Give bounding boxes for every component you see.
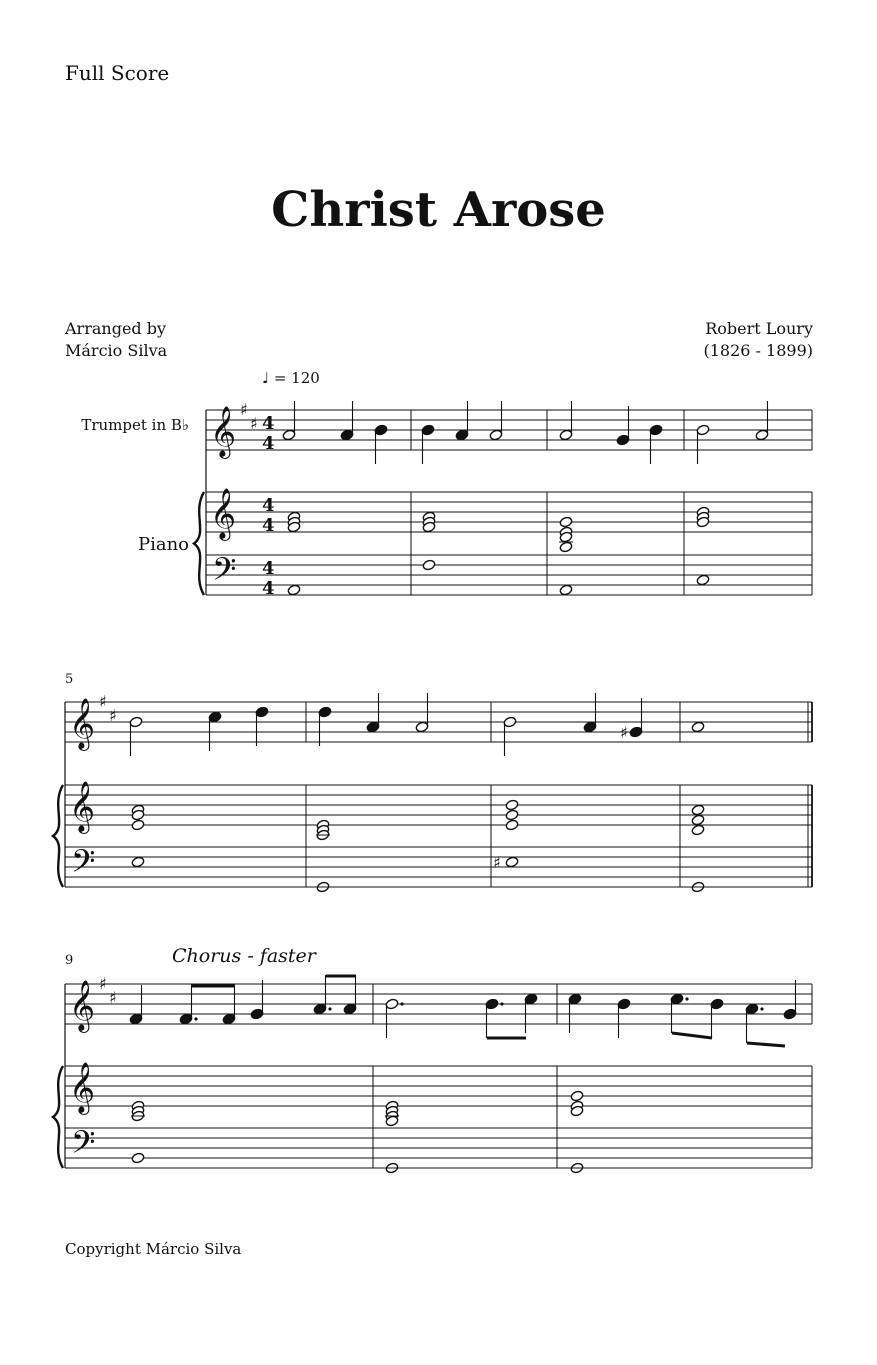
beam [672,1033,712,1038]
tempo-value: = 120 [269,369,320,387]
trumpet-note [455,429,469,441]
trumpet-note [415,721,429,733]
treble-clef-icon: 𝄞 [69,698,96,749]
trumpet-note [179,1013,193,1025]
treble-clef-icon: 𝄞 [69,980,96,1031]
piano-chord-note [559,541,573,553]
trumpet-note [524,993,538,1005]
time-signature-numerator: 4 [262,495,275,516]
piano-brace-icon [194,492,204,595]
accidental-sharp: ♯ [620,723,628,742]
key-signature-sharp: ♯ [109,706,117,725]
trumpet-note [783,1008,797,1020]
piano-chord-note [505,856,519,868]
trumpet-note [208,711,222,723]
bass-clef-icon: 𝄢 [71,843,96,887]
copyright-notice: Copyright Márcio Silva [65,1240,242,1258]
trumpet-note [222,1013,236,1025]
trumpet-note [385,998,399,1010]
time-signature-denominator: 4 [262,578,275,599]
piano-chord-note [691,804,705,816]
trumpet-note [583,721,597,733]
key-signature-sharp: ♯ [109,988,117,1007]
trumpet-note [696,424,710,436]
key-signature-sharp: ♯ [240,400,248,419]
piano-chord-note [505,809,519,821]
arranger-label: Arranged by [65,319,167,338]
trumpet-note [340,429,354,441]
time-signature-denominator: 4 [262,433,275,454]
trumpet-note [710,998,724,1010]
piano-brace-icon [53,1066,63,1168]
time-signature-numerator: 4 [262,413,275,434]
trumpet-note [489,429,503,441]
piano-chord-note [131,856,145,868]
trumpet-note [485,998,499,1010]
dot [194,1017,197,1020]
dot [500,1002,503,1005]
trumpet-note [568,993,582,1005]
piano-chord-note [696,574,710,586]
trumpet-note [374,424,388,436]
trumpet-note [129,1013,143,1025]
piano-chord-note [422,559,436,571]
bass-clef-icon: 𝄢 [212,551,237,595]
piano-chord-note [691,814,705,826]
piano-chord-note [505,819,519,831]
dot [760,1007,763,1010]
dot [328,1007,331,1010]
trumpet-note [282,429,296,441]
trumpet-note [503,716,517,728]
treble-clef-icon: 𝄞 [69,1062,96,1113]
quarter-note-icon: ♩ [262,369,270,387]
trumpet-note [629,726,643,738]
staff-lines [206,410,812,450]
time-signature-numerator: 4 [262,558,275,579]
chorus-expression: Chorus - faster [172,945,316,967]
piano-chord-note [559,584,573,596]
trumpet-note [250,1008,264,1020]
trumpet-note [616,434,630,446]
trumpet-note [313,1003,327,1015]
beam [747,1043,785,1046]
piano-chord-note [287,584,301,596]
accidental-sharp: ♯ [493,853,501,872]
trumpet-note [755,429,769,441]
staff-lines [65,984,812,1024]
trumpet-note [649,424,663,436]
key-signature-sharp: ♯ [99,692,107,711]
trumpet-note [366,721,380,733]
treble-clef-icon: 𝄞 [210,488,237,539]
instrument-label-piano: Piano [137,534,189,555]
piece-title: Christ Arose [271,182,606,238]
measure-number-9: 9 [65,953,74,968]
piano-chord-note [559,516,573,528]
dot [400,1002,403,1005]
piano-chord-note [131,819,145,831]
key-signature-sharp: ♯ [250,414,258,433]
trumpet-note [745,1003,759,1015]
time-signature-denominator: 4 [262,515,275,536]
trumpet-note [255,706,269,718]
trumpet-note [421,424,435,436]
piano-chord-note [570,1090,584,1102]
bass-clef-icon: 𝄢 [71,1124,96,1168]
trumpet-note [318,706,332,718]
treble-clef-icon: 𝄞 [210,406,237,457]
trumpet-note [129,716,143,728]
measure-number-5: 5 [65,672,74,687]
composer-name: Robert Loury [705,319,813,338]
piano-chord-note [691,824,705,836]
piano-chord-note [505,799,519,811]
trumpet-note [343,1003,357,1015]
key-signature-sharp: ♯ [99,974,107,993]
dot [685,997,688,1000]
staff-lines [65,1128,812,1168]
trumpet-note [617,998,631,1010]
staff-lines [65,847,812,887]
treble-clef-icon: 𝄞 [69,781,96,832]
composer-lifespan: (1826 - 1899) [703,341,813,360]
trumpet-note [559,429,573,441]
arranger-name: Márcio Silva [65,341,168,360]
trumpet-note [691,721,705,733]
instrument-label-trumpet: Trumpet in B♭ [81,416,189,434]
trumpet-note [670,993,684,1005]
piano-chord-note [131,1152,145,1164]
score-type-label: Full Score [65,61,170,85]
staff-lines [65,1066,812,1106]
piano-brace-icon [53,785,63,887]
